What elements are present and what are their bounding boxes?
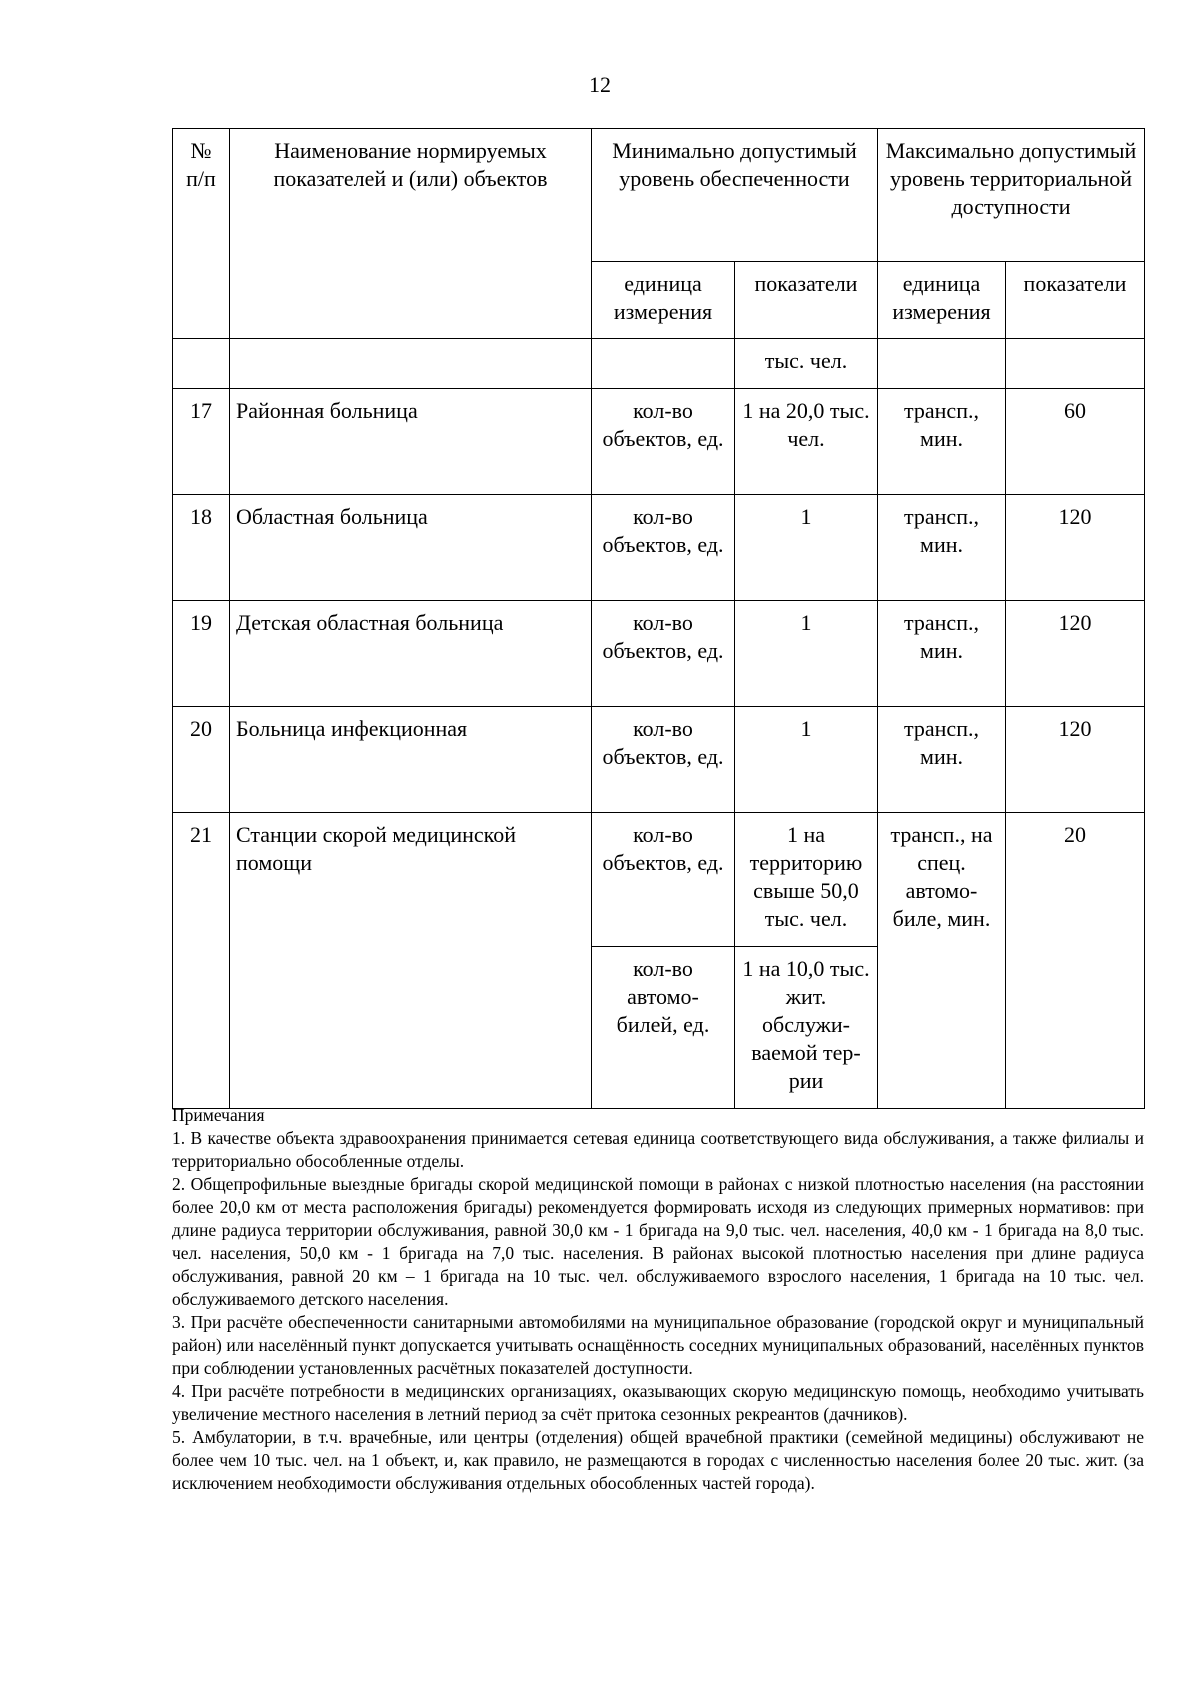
table-row	[173, 389, 1145, 495]
cell-min-value: 1 на 10,0 тыс. жит. обслужи-ваемой тер-рии	[735, 947, 878, 1109]
page-number: 12	[589, 72, 611, 97]
cell-max-unit: трансп., мин.	[878, 389, 1006, 495]
header-min-unit: единица измерения	[592, 262, 735, 339]
cell-min-value: 1 на 20,0 тыс. чел.	[735, 389, 878, 495]
cell-max-unit: трансп., мин.	[878, 601, 1006, 707]
cell-max-value: 120	[1006, 601, 1145, 707]
cell-min-value: 1 на территорию свыше 50,0 тыс. чел.	[735, 813, 878, 947]
note-item: 3. При расчёте обеспеченности санитарными автомобилями на муниципальное образование (городской округ и муниципальный район) или населённый пункт допускается учитывать оснащённость соседних муниципальных образований, населённых пунктов при соблюдении установленных расчётных показателей доступности.	[172, 1312, 1144, 1378]
cell-min-unit: кол-во объектов, ед.	[592, 389, 735, 495]
note-item: 1. В качестве объекта здравоохранения принимается сетевая единица соответствующего вида обслуживания, а также филиалы и территориально обособленные отделы.	[172, 1128, 1144, 1171]
cell-max-value: 60	[1006, 389, 1145, 495]
table-row	[173, 813, 1145, 947]
header-row-1	[173, 129, 1145, 262]
notes-section	[172, 1104, 1144, 1495]
norms-table	[172, 128, 1145, 1109]
cell-name: Областная больница	[230, 495, 592, 601]
cell-min-unit: кол-во автомо-билей, ед.	[592, 947, 735, 1109]
cell-name	[230, 339, 592, 389]
header-num: № п/п	[173, 129, 230, 339]
notes-title: Примечания	[172, 1105, 265, 1125]
cell-min-unit	[592, 339, 735, 389]
table-row	[173, 601, 1145, 707]
cell-max-unit	[878, 339, 1006, 389]
cell-name: Больница инфекционная	[230, 707, 592, 813]
continuation-row	[173, 339, 1145, 389]
cell-name: Станции скорой медицинской помощи	[230, 813, 592, 1109]
cell-num: 17	[173, 389, 230, 495]
cell-num: 19	[173, 601, 230, 707]
header-min-value: показатели	[735, 262, 878, 339]
cell-max-unit: трансп., мин.	[878, 495, 1006, 601]
cell-num: 21	[173, 813, 230, 1109]
cell-name: Детская областная больница	[230, 601, 592, 707]
note-item: 4. При расчёте потребности в медицинских организациях, оказывающих скорую медицинскую помощь, необходимо учитывать увеличение местного населения в летний период за счёт притока сезонных рекреантов (дачников).	[172, 1381, 1144, 1424]
cell-min-value: 1	[735, 495, 878, 601]
cell-max-value: 20	[1006, 813, 1145, 1109]
header-max-value: показатели	[1006, 262, 1145, 339]
cell-min-value: 1	[735, 707, 878, 813]
cell-max-value	[1006, 339, 1145, 389]
header-name: Наименование нормируемых показателей и (или) объектов	[230, 129, 592, 339]
cell-min-unit: кол-во объектов, ед.	[592, 707, 735, 813]
cell-min-value: тыс. чел.	[735, 339, 878, 389]
cell-num	[173, 339, 230, 389]
note-item: 2. Общепрофильные выездные бригады скорой медицинской помощи в районах с низкой плотностью населения (на расстоянии более 20,0 км от места расположения бригады) рекомендуется формировать исходя из следующих примерных нормативов: при длине радиуса территории обслуживания, равной 30,0 км - 1 бригада на 9,0 тыс. чел. населения, 40,0 км - 1 бригада на 8,0 тыс. чел. населения, 50,0 км - 1 бригада на 7,0 тыс. населения. В районах высокой плотностью населения при длине радиуса обслуживания, равной 20 км – 1 бригада на 10 тыс. чел. обслуживаемого взрослого населения, 1 бригада на 10 тыс. чел. обслуживаемого детского населения.	[172, 1174, 1144, 1309]
cell-name: Районная больница	[230, 389, 592, 495]
cell-num: 18	[173, 495, 230, 601]
header-min-group: Минимально допустимый уровень обеспеченности	[592, 129, 878, 262]
cell-max-unit: трансп., на спец. автомо-биле, мин.	[878, 813, 1006, 1109]
table-row	[173, 707, 1145, 813]
cell-max-value: 120	[1006, 707, 1145, 813]
cell-min-unit: кол-во объектов, ед.	[592, 601, 735, 707]
table-row	[173, 495, 1145, 601]
cell-min-unit: кол-во объектов, ед.	[592, 813, 735, 947]
cell-num: 20	[173, 707, 230, 813]
header-max-unit: единица измерения	[878, 262, 1006, 339]
note-item: 5. Амбулатории, в т.ч. врачебные, или центры (отделения) общей врачебной практики (семейной медицины) обслуживают не более чем 10 тыс. чел. на 1 объект, и, как правило, не размещаются в городах с численностью населения более 20 тыс. жит. (за исключением необходимости обслуживания отдельных обособленных частей города).	[172, 1427, 1144, 1493]
cell-max-unit: трансп., мин.	[878, 707, 1006, 813]
cell-min-unit: кол-во объектов, ед.	[592, 495, 735, 601]
cell-min-value: 1	[735, 601, 878, 707]
cell-max-value: 120	[1006, 495, 1145, 601]
header-max-group: Максимально допустимый уровень территориальной доступности	[878, 129, 1145, 262]
